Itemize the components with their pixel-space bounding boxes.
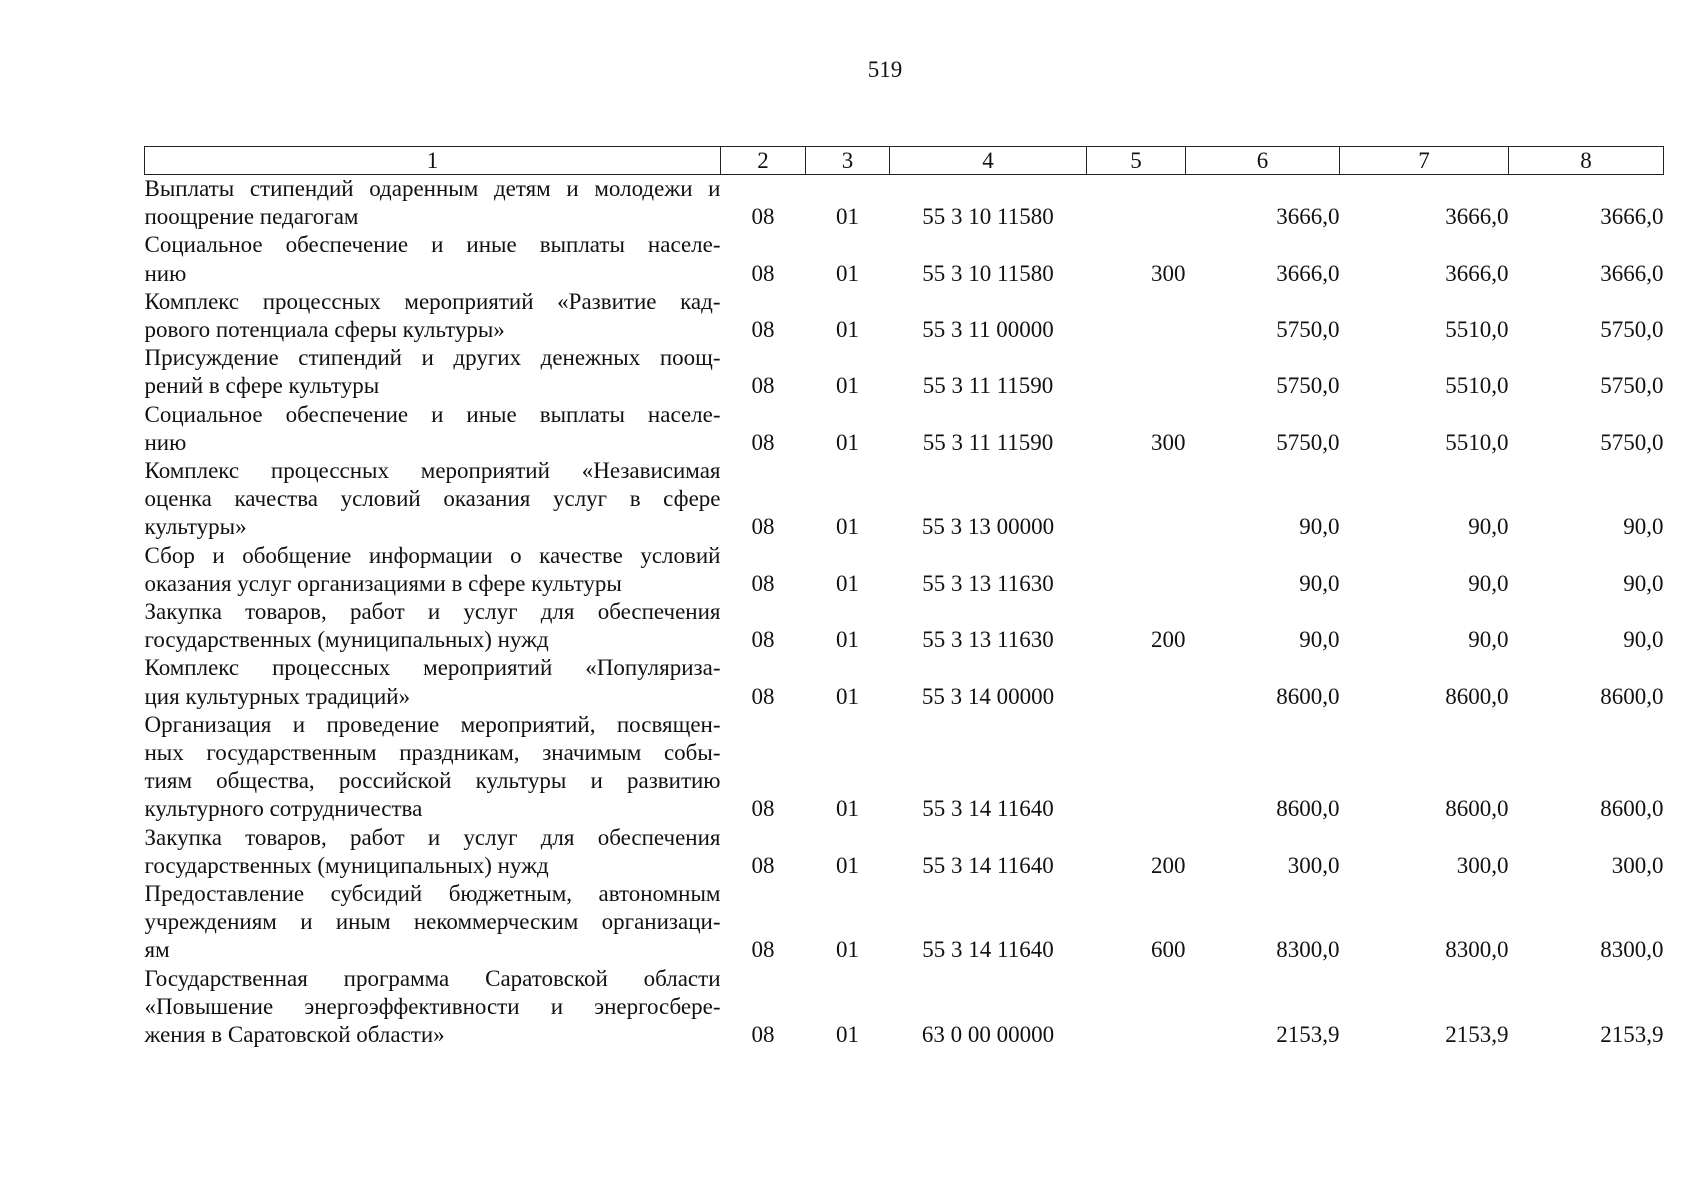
header-row (145, 147, 1664, 175)
target-article-code: 55 3 10 11580 (922, 260, 1054, 286)
amount-col-7: 300,0 (1456, 852, 1509, 878)
row-description (145, 231, 721, 287)
amount-col-8: 5750,0 (1600, 373, 1664, 399)
section-code: 08 (751, 852, 775, 878)
amount-col-8: 90,0 (1623, 627, 1664, 653)
header-col-6: 6 (1186, 147, 1340, 175)
budget-table (144, 146, 1664, 1049)
amount-col-8: 8300,0 (1600, 937, 1664, 963)
table-header (145, 147, 1664, 175)
description-line: оказания услуг организациями в сфере культуры (144, 570, 622, 596)
amount-col-6: 2153,9 (1276, 1022, 1340, 1048)
description-line: Государственная программа Саратовской области (144, 965, 721, 991)
description-line: нию (144, 429, 187, 455)
row-description (145, 175, 721, 232)
amount-col-6: 8300,0 (1276, 937, 1340, 963)
description-line: государственных (муниципальных) нужд (144, 852, 549, 878)
amount-col-7: 5510,0 (1445, 429, 1509, 455)
amount-col-6: 8600,0 (1276, 796, 1340, 822)
amount-col-6: 90,0 (1299, 627, 1340, 653)
subsection-code: 01 (836, 429, 859, 455)
row-description (145, 824, 721, 880)
amount-col-6: 5750,0 (1276, 373, 1340, 399)
amount-col-8: 90,0 (1623, 570, 1664, 596)
expense-type-code (1087, 542, 1186, 598)
subsection-code: 01 (836, 852, 859, 878)
table-row (145, 231, 1664, 287)
description-line: Социальное обеспечение и иные выплаты населе- (144, 232, 721, 258)
header-col-5: 5 (1087, 147, 1186, 175)
subsection-code: 01 (836, 260, 859, 286)
target-article-code: 55 3 14 11640 (922, 937, 1054, 963)
amount-col-8: 2153,9 (1600, 1022, 1664, 1048)
row-description (145, 654, 721, 710)
expense-type-code: 200 (1151, 627, 1186, 653)
subsection-code: 01 (836, 627, 859, 653)
section-code: 08 (751, 683, 775, 709)
header-col-1: 1 (145, 147, 721, 175)
row-description (145, 344, 721, 400)
description-line: ных государственным праздникам, значимым собы- (144, 740, 721, 766)
target-article-code: 55 3 11 00000 (922, 317, 1054, 343)
expense-type-code (1087, 457, 1186, 542)
target-article-code: 55 3 13 00000 (921, 514, 1055, 540)
description-line: Социальное обеспечение и иные выплаты населе- (144, 401, 721, 427)
section-code: 08 (751, 429, 775, 455)
table-row (145, 824, 1664, 880)
target-article-code: 55 3 11 11590 (922, 373, 1054, 399)
description-line: рового потенциала сферы культуры» (144, 317, 505, 343)
description-line: культурного сотрудничества (144, 796, 423, 822)
amount-col-7: 8600,0 (1445, 796, 1509, 822)
description-line: тиям общества, российской культуры и развитию (144, 768, 721, 794)
subsection-code: 01 (836, 317, 859, 343)
subsection-code: 01 (836, 937, 859, 963)
table-row (145, 344, 1664, 400)
header-col-4: 4 (890, 147, 1087, 175)
row-description (145, 711, 721, 824)
table-row (145, 288, 1664, 344)
amount-col-8: 3666,0 (1600, 260, 1664, 286)
row-description (145, 880, 721, 965)
table-row (145, 457, 1664, 542)
description-line: оценка качества условий оказания услуг в сфере (144, 486, 721, 512)
table-row (145, 401, 1664, 457)
target-article-code: 55 3 10 11580 (922, 204, 1054, 230)
section-code: 08 (751, 260, 775, 286)
subsection-code: 01 (836, 1022, 859, 1048)
subsection-code: 01 (836, 204, 859, 230)
amount-col-6: 3666,0 (1276, 260, 1340, 286)
amount-col-7: 90,0 (1468, 570, 1509, 596)
header-col-8: 8 (1509, 147, 1664, 175)
amount-col-6: 90,0 (1299, 514, 1340, 540)
amount-col-8: 90,0 (1623, 514, 1664, 540)
expense-type-code: 300 (1151, 429, 1186, 455)
table-row (145, 542, 1664, 598)
expense-type-code (1087, 965, 1186, 1050)
section-code: 08 (751, 317, 775, 343)
expense-type-code: 600 (1151, 937, 1186, 963)
description-line: Закупка товаров, работ и услуг для обеспечения (144, 824, 721, 850)
description-line: ция культурных традиций» (144, 683, 411, 709)
expense-type-code (1087, 175, 1186, 232)
description-line: учреждениям и иным некоммерческим организаци- (144, 909, 721, 935)
description-line: Организация и проведение мероприятий, посвящен- (144, 711, 721, 737)
description-line: жения в Саратовской области» (144, 1022, 445, 1048)
amount-col-8: 5750,0 (1600, 317, 1664, 343)
section-code: 08 (751, 373, 775, 399)
subsection-code: 01 (836, 683, 859, 709)
row-description (145, 288, 721, 344)
target-article-code: 55 3 11 11590 (922, 429, 1054, 455)
description-line: культуры» (144, 514, 247, 540)
subsection-code: 01 (836, 796, 859, 822)
amount-col-7: 2153,9 (1445, 1022, 1509, 1048)
amount-col-7: 5510,0 (1445, 317, 1509, 343)
table-row (145, 965, 1664, 1050)
target-article-code: 55 3 13 11630 (922, 627, 1054, 653)
description-line: Комплекс процессных мероприятий «Развитие кад- (144, 288, 721, 314)
target-article-code: 55 3 14 11640 (922, 852, 1054, 878)
description-line: Присуждение стипендий и других денежных поощ- (144, 345, 721, 371)
subsection-code: 01 (836, 514, 859, 540)
row-description (145, 598, 721, 654)
expense-type-code: 300 (1151, 260, 1186, 286)
table-row (145, 711, 1664, 824)
row-description (145, 542, 721, 598)
amount-col-6: 90,0 (1299, 570, 1340, 596)
description-line: Выплаты стипендий одаренным детям и молодежи и (144, 176, 721, 201)
subsection-code: 01 (836, 570, 859, 596)
row-description (145, 457, 721, 542)
target-article-code: 63 0 00 00000 (921, 1022, 1055, 1048)
row-description (145, 401, 721, 457)
section-code: 08 (751, 627, 775, 653)
subsection-code: 01 (836, 373, 859, 399)
amount-col-8: 8600,0 (1600, 796, 1664, 822)
table-row (145, 654, 1664, 710)
expense-type-code (1087, 344, 1186, 400)
section-code: 08 (751, 570, 775, 596)
section-code: 08 (751, 1022, 775, 1048)
target-article-code: 55 3 14 00000 (921, 683, 1055, 709)
amount-col-8: 5750,0 (1600, 429, 1664, 455)
amount-col-7: 90,0 (1468, 627, 1509, 653)
header-col-2: 2 (721, 147, 806, 175)
amount-col-7: 8600,0 (1445, 683, 1509, 709)
description-line: нию (144, 260, 187, 286)
amount-col-6: 3666,0 (1276, 204, 1340, 230)
expense-type-code: 200 (1151, 852, 1186, 878)
amount-col-7: 3666,0 (1445, 260, 1509, 286)
description-line: Сбор и обобщение информации о качестве условий (144, 542, 721, 568)
amount-col-6: 8600,0 (1276, 683, 1340, 709)
section-code: 08 (751, 514, 775, 540)
description-line: Комплекс процессных мероприятий «Независимая (144, 458, 721, 484)
description-line: рений в сфере культуры (144, 373, 380, 399)
table-row (145, 598, 1664, 654)
expense-type-code (1087, 711, 1186, 824)
section-code: 08 (751, 204, 775, 230)
amount-col-8: 3666,0 (1600, 204, 1664, 230)
amount-col-7: 90,0 (1468, 514, 1509, 540)
amount-col-7: 5510,0 (1445, 373, 1509, 399)
description-line: «Повышение энергоэффективности и энергосбере- (144, 993, 721, 1019)
table-row (145, 880, 1664, 965)
row-description (145, 965, 721, 1050)
description-line: Комплекс процессных мероприятий «Популяриза- (144, 655, 721, 681)
section-code: 08 (751, 937, 775, 963)
expense-type-code (1087, 654, 1186, 710)
amount-col-7: 3666,0 (1445, 204, 1509, 230)
target-article-code: 55 3 13 11630 (922, 570, 1054, 596)
header-col-7: 7 (1340, 147, 1509, 175)
amount-col-6: 5750,0 (1276, 317, 1340, 343)
amount-col-6: 5750,0 (1276, 429, 1340, 455)
expense-type-code (1087, 288, 1186, 344)
table-body (145, 175, 1664, 1050)
header-col-3: 3 (806, 147, 890, 175)
amount-col-8: 8600,0 (1600, 683, 1664, 709)
amount-col-6: 300,0 (1287, 852, 1340, 878)
description-line: поощрение педагогам (144, 204, 359, 230)
target-article-code: 55 3 14 11640 (922, 796, 1054, 822)
description-line: Закупка товаров, работ и услуг для обеспечения (144, 599, 721, 625)
description-line: ям (144, 937, 170, 963)
description-line: Предоставление субсидий бюджетным, автономным (144, 881, 721, 907)
section-code: 08 (751, 796, 775, 822)
amount-col-8: 300,0 (1611, 852, 1664, 878)
table-row (145, 175, 1664, 232)
page-number: 519 (867, 57, 903, 82)
amount-col-7: 8300,0 (1445, 937, 1509, 963)
description-line: государственных (муниципальных) нужд (144, 627, 549, 653)
